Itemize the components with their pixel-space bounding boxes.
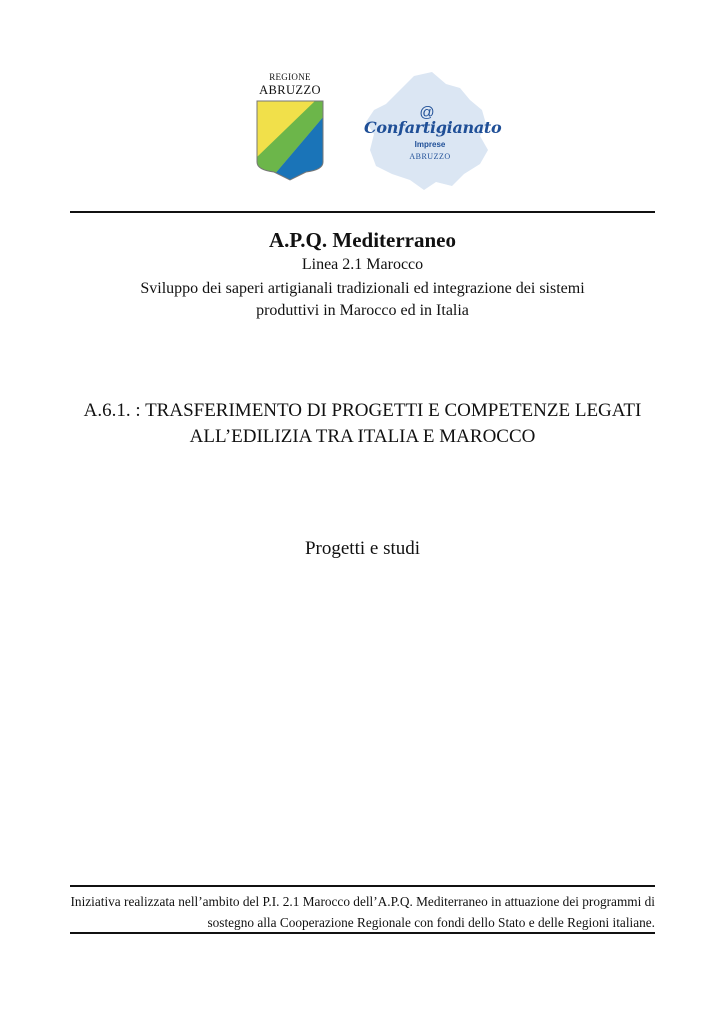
footer-note: Iniziativa realizzata nell’ambito del P.I. 2.1 Marocco dell’A.P.Q. Mediterraneo in attuazione dei programmi di sostegno alla Cooperazione Regionale con fondi dello Stato e delle Regioni italiane.: [70, 894, 655, 930]
header-divider: [70, 211, 655, 213]
document-subtitle-line: Linea 2.1 Marocco: [301, 256, 424, 273]
confartigianato-logo: [362, 70, 502, 192]
regione-logo-line1: REGIONE: [269, 72, 311, 82]
regione-logo-line2: ABRUZZO: [259, 83, 321, 97]
confartigianato-region: ABRUZZO: [409, 152, 451, 161]
confartigianato-at-symbol: @: [419, 104, 435, 121]
document-title: A.P.Q. Mediterraneo: [268, 228, 456, 252]
confartigianato-brand: Confartigianato: [364, 118, 502, 137]
document-description: Sviluppo dei saperi artigianali tradizionali ed integrazione dei sistemi produttivi in Marocco ed in Italia: [140, 280, 585, 319]
footer-bottom-divider: [70, 932, 655, 934]
regione-shield-icon: [256, 100, 324, 182]
confartigianato-sub: Imprese: [414, 140, 446, 149]
footer-top-divider: [70, 885, 655, 887]
section-title: Progetti e studi: [304, 538, 421, 559]
activity-title: A.6.1. : TRASFERIMENTO DI PROGETTI E COMPETENZE LEGATI ALL’EDILIZIA TRA ITALIA E MAROCCO: [83, 400, 642, 447]
regione-abruzzo-logo: [252, 70, 328, 184]
